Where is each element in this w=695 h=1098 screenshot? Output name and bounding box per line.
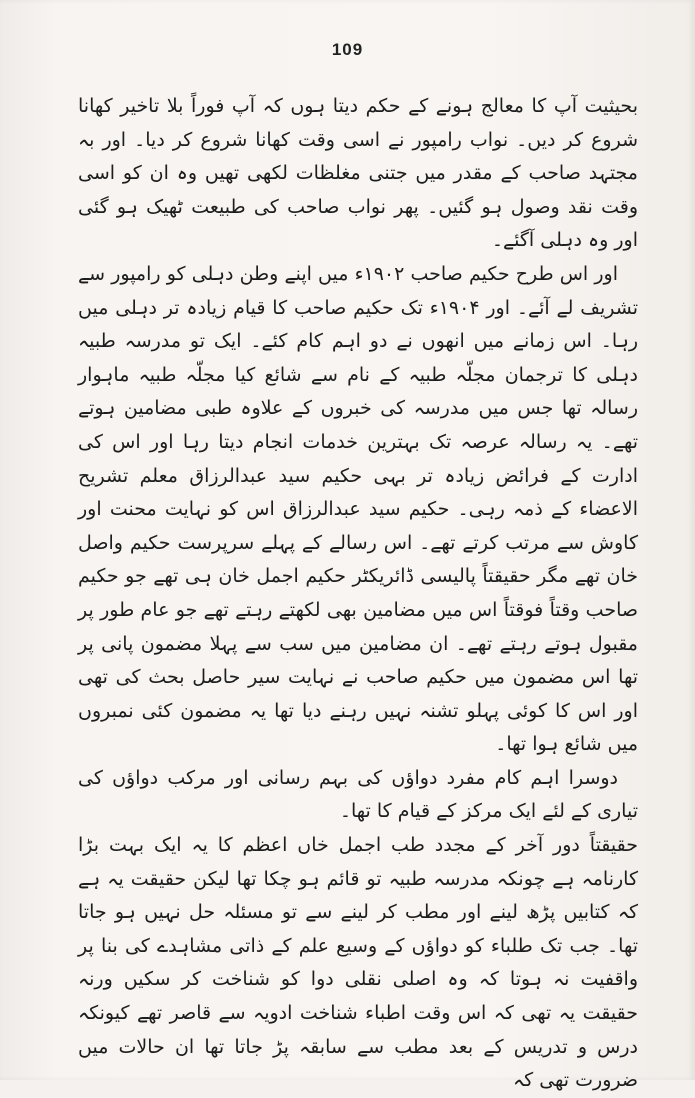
paragraph-3: دوسرا اہم کام مفرد دواؤں کی بہم رسانی اور مرکب دواؤں کی تیاری کے لئے ایک مرکز کے قیام کا تھا۔	[78, 766, 638, 823]
page-body-text	[78, 90, 638, 1098]
paragraph-4: حقیقتاً دور آخر کے مجدد طب اجمل خاں اعظم کا یہ ایک بہت بڑا کارنامہ ہے چونکہ مدرسہ طبیہ تو قائم ہو چکا تھا لیکن حقیقت یہ ہے کہ کتابیں پڑھ لینے اور مطب کر لینے سے تو مسئلہ حل نہیں ہو جاتا تھا۔ جب تک طلباء کو دواؤں کے وسیع علم کے ذاتی مشاہدے کی بنا پر واقفیت نہ ہوتا کہ وہ اصلی نقلی دوا کو شناخت کر سکیں ورنہ حقیقت یہ تھی کہ اس وقت اطباء شناخت ادویہ سے قاصر تھے کیونکہ درس و تدریس کے بعد مطب سے سابقہ پڑ جاتا تھا ان حالات میں ضرورت تھی کہ	[78, 834, 638, 1092]
paragraph-1: بحیثیت آپ کا معالج ہونے کے حکم دیتا ہوں کہ آپ فوراً بلا تاخیر کھانا شروع کر دیں۔ نواب رامپور نے اسی وقت کھانا شروع کر دیا۔ اور بہ مجتہد صاحب کے مقدر میں جتنی مغلظات لکھی تھیں وہ ان کو اسی وقت نقد وصول ہو گئیں۔ پھر نواب صاحب کی طبیعت ٹھیک ہو گئی اور وہ دہلی آگئے۔	[78, 95, 638, 252]
paragraph-2: اور اس طرح حکیم صاحب ۱۹۰۲ء میں اپنے وطن دہلی کو رامپور سے تشریف لے آئے۔ اور ۱۹۰۴ء تک حکیم صاحب کا قیام زیادہ تر دہلی میں رہا۔ اس زمانے میں انھوں نے دو اہم کام کئے۔ ایک تو مدرسہ طبیہ دہلی کا ترجمان مجلّہ طبیہ کے نام سے شائع کیا مجلّہ طبیہ ماہوار رسالہ تھا جس میں مدرسہ کی خبروں کے علاوہ طبی مضامین ہوتے تھے۔ یہ رسالہ عرصہ تک بہترین خدمات انجام دیتا رہا اور اس کی ادارت کے فرائض زیادہ تر بہی حکیم سید عبدالرزاق معلم تشریح الاعضاء کے ذمہ رہی۔ حکیم سید عبدالرزاق اس کو نہایت محنت اور کاوش سے مرتب کرتے تھے۔ اس رسالے کے پہلے سرپرست حکیم واصل خان تھے مگر حقیقتاً پالیسی ڈائریکٹر حکیم اجمل خان ہی تھے جو حکیم صاحب وقتاً فوقتاً اس میں مضامین بھی لکھتے رہتے تھے جو عام طور پر مقبول ہوتے رہتے تھے۔ ان مضامین میں سب سے پہلا مضمون پانی پر تھا اس مضمون میں حکیم صاحب نے نہایت سیر حاصل بحث کی تھی اور اس کا کوئی پہلو تشنہ نہیں رہنے دیا تھا یہ مضمون کئی نمبروں میں شائع ہوا تھا۔	[78, 262, 638, 756]
page-number: 109	[331, 40, 364, 59]
